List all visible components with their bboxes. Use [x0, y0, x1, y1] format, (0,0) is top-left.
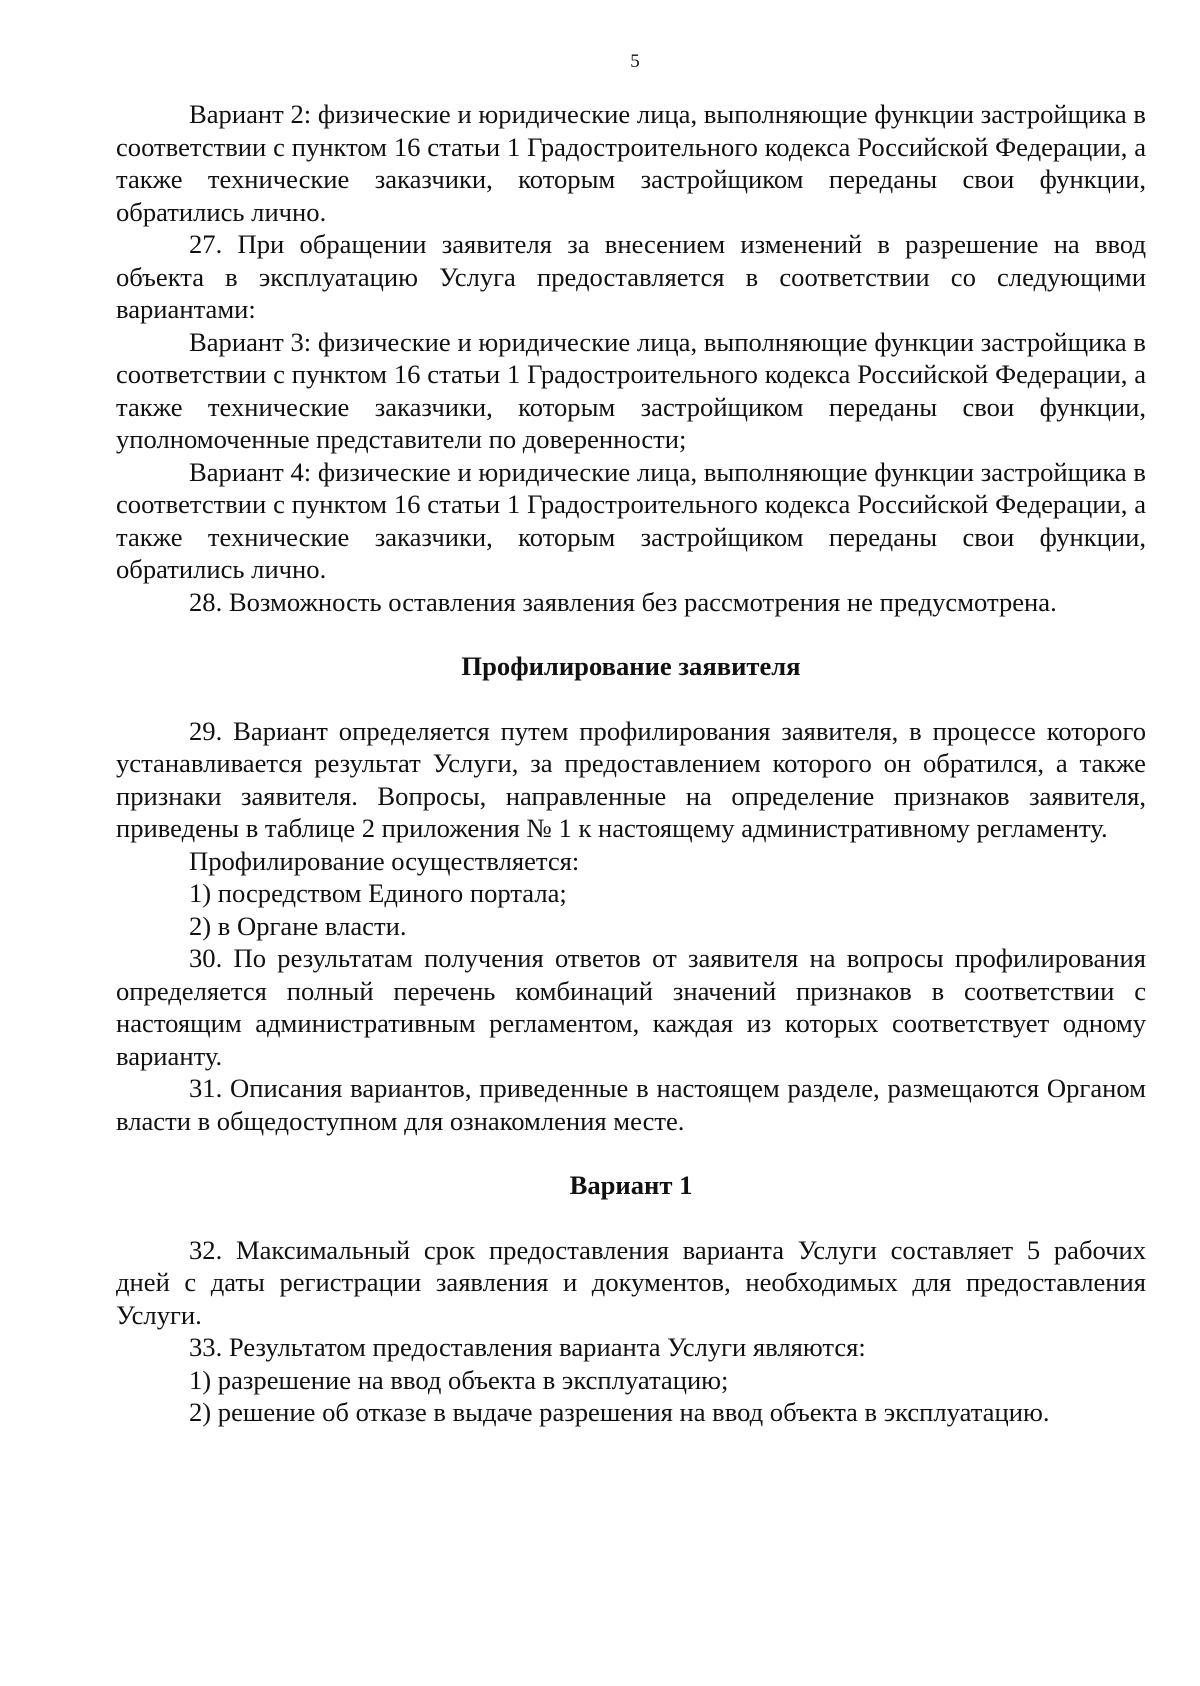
- paragraph-32: 32. Максимальный срок предоставления варианта Услуги составляет 5 рабочих дней с даты регистрации заявления и документов, необходимых для предоставления Услуги.: [116, 1234, 1146, 1330]
- section-heading-variant-1: Вариант 1: [569, 1170, 693, 1200]
- paragraph-30: 30. По результатам получения ответов от заявителя на вопросы профилирования определяется полный перечень комбинаций значений признаков в соответствии с настоящим административным регламентом, каждая из которых соответствует одному варианту.: [116, 943, 1146, 1071]
- page-number: 5: [630, 51, 640, 72]
- paragraph-29: 29. Вариант определяется путем профилирования заявителя, в процессе которого устанавливается результат Услуги, за предоставлением которого он обратился, а также признаки заявителя. Вопросы, направленные на определение признаков заявителя, приведены в таблице 2 приложения № 1 к настоящему административному регламенту.: [116, 715, 1146, 843]
- paragraph-profiling-intro: Профилирование осуществляется:: [189, 845, 580, 876]
- paragraph-variant-3: Вариант 3: физические и юридические лица, выполняющие функции застройщика в соответствии с пунктом 16 статьи 1 Градостроительного кодекса Российской Федерации, а также технические заказчики, которым застройщиком переданы свои функции, уполномоченные представители по доверенности;: [116, 326, 1146, 454]
- paragraph-33: 33. Результатом предоставления варианта Услуги являются:: [189, 1332, 866, 1362]
- paragraph-31: 31. Описания вариантов, приведенные в настоящем разделе, размещаются Органом власти в общедоступном для ознакомления месте.: [116, 1073, 1146, 1136]
- document-body: [116, 98, 1146, 1429]
- list-item-portal: 1) посредством Единого портала;: [189, 878, 567, 908]
- paragraph-28: 28. Возможность оставления заявления без рассмотрения не предусмотрена.: [189, 586, 1057, 617]
- list-item-refusal: 2) решение об отказе в выдаче разрешения на ввод объекта в эксплуатацию.: [189, 1397, 1050, 1427]
- list-item-permit: 1) разрешение на ввод объекта в эксплуатацию;: [189, 1364, 729, 1395]
- section-heading-profiling: Профилирование заявителя: [461, 651, 801, 681]
- paragraph-27: 27. При обращении заявителя за внесением изменений в разрешение на ввод объекта в эксплуатацию Услуга предоставляется в соответствии со следующими вариантами:: [116, 229, 1146, 324]
- list-item-authority: 2) в Органе власти.: [189, 910, 407, 941]
- paragraph-variant-4: Вариант 4: физические и юридические лица, выполняющие функции застройщика в соответствии с пунктом 16 статьи 1 Градостроительного кодекса Российской Федерации, а также технические заказчики, которым застройщиком переданы свои функции, обратились лично.: [116, 456, 1146, 584]
- paragraph-variant-2: Вариант 2: физические и юридические лица, выполняющие функции застройщика в соответствии с пунктом 16 статьи 1 Градостроительного кодекса Российской Федерации, а также технические заказчики, которым застройщиком переданы свои функции, обратились лично.: [116, 99, 1146, 227]
